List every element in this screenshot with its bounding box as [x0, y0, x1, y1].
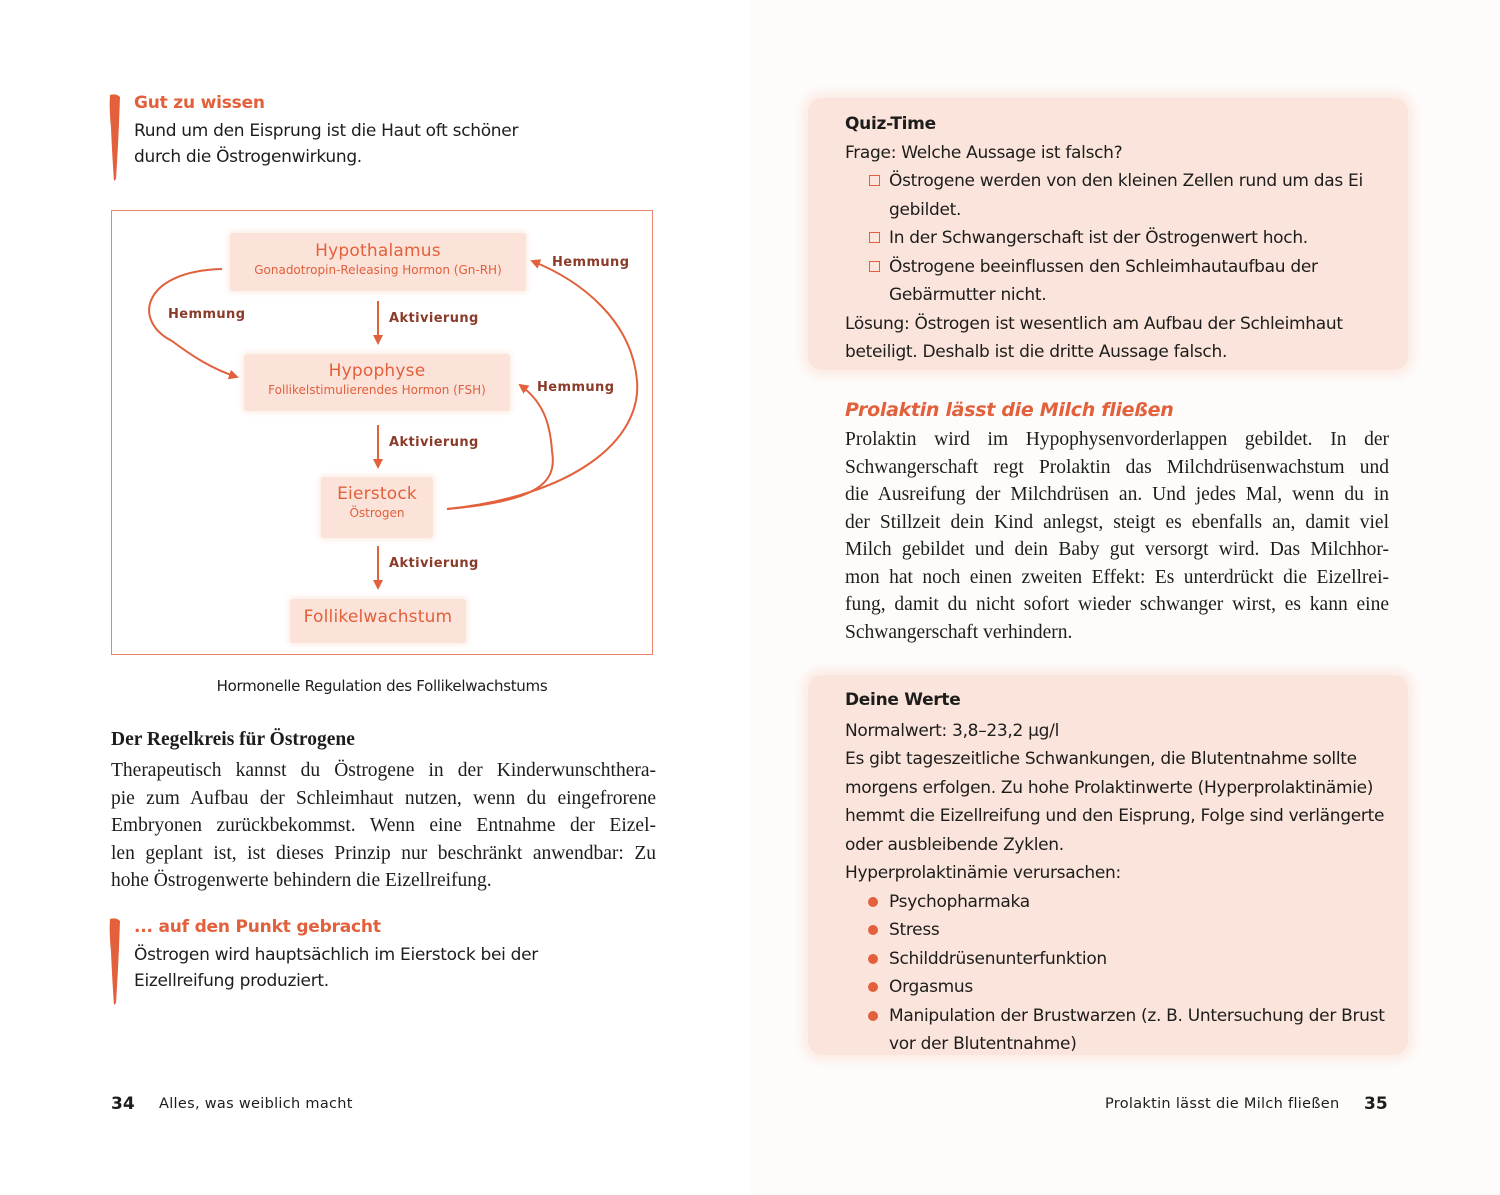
section-heading-prolactin: Prolaktin lässt die Milch fließen [845, 399, 1174, 421]
cause-line: Stress [889, 920, 940, 940]
paragraph-line: mon hat noch einen zweiten Effekt: Es unterdrückt die Eizellrei- [845, 566, 1389, 588]
quiz-solution [845, 310, 1390, 367]
tip-title: Gut zu wissen [134, 93, 265, 113]
label-inhibition-left: Hemmung [168, 307, 246, 322]
paragraph-line: Schwangerschaft regt Prolaktin das Milchdrüsenwachstum und [845, 456, 1389, 478]
tip-line: Eizellreifung produziert. [134, 971, 329, 991]
label-activation-1: Aktivierung [389, 311, 479, 326]
node-subtitle: Follikelstimulierendes Hormon (FSH) [268, 383, 486, 397]
causes-intro: Hyperprolaktinämie verursachen: [845, 863, 1121, 883]
values-box [845, 686, 1390, 1059]
bullet-dot-icon [868, 897, 878, 907]
paragraph-line: Prolaktin wird im Hypophysenvorderlappen gebildet. In der [845, 429, 1389, 450]
hormone-regulation-diagram [111, 210, 653, 655]
bullet-dot-icon [868, 954, 878, 964]
values-text-line: morgens erfolgen. Zu hohe Prolaktinwerte (Hyperprolaktinämie) [845, 777, 1374, 798]
values-text-line: oder ausbleibende Zyklen. [845, 834, 1064, 855]
cause-line: Orgasmus [889, 977, 973, 997]
cause-item [845, 888, 1390, 917]
brush-stroke-icon [107, 93, 123, 183]
node-title: Eierstock [337, 484, 417, 504]
running-title-left: Alles, was weiblich macht [159, 1096, 353, 1112]
bullet-dot-icon [868, 925, 878, 935]
cause-item [845, 973, 1390, 1002]
tip-line: Rund um den Eisprung ist die Haut oft schöner [134, 121, 519, 141]
paragraph-line: der Stillzeit dein Kind anlegst, steigt es ebenfalls an, damit viel [845, 511, 1389, 533]
paragraph-line: Schwangerschaft verhindern. [845, 621, 1073, 643]
node-subtitle: Gonadotropin-Releasing Hormon (Gn-RH) [254, 263, 502, 277]
paragraph-line: die Ausreifung der Milchdrüsen an. Und jedes Mal, wenn du in [845, 484, 1389, 505]
values-text-line: hemmt die Eizellreifung und den Eisprung, Folge sind verlängerte [845, 806, 1385, 826]
paragraph-line: Embryonen zurückbekommst. Wenn eine Entnahme der Eizel- [111, 815, 656, 836]
tip-summary [107, 917, 547, 1007]
quiz-question: Frage: Welche Aussage ist falsch? [845, 142, 1123, 163]
section-heading-estrogen: Der Regelkreis für Östrogene [111, 729, 355, 750]
quiz-box [845, 110, 1390, 367]
values-text-line: Es gibt tageszeitliche Schwankungen, die Blutentnahme sollte [845, 749, 1357, 769]
paragraph-line: pie zum Aufbau der Schleimhaut nutzen, wenn du eingefrorene [111, 787, 656, 809]
label-inhibition-right-top: Hemmung [552, 255, 630, 270]
page-number-right: 35 [1364, 1094, 1388, 1114]
bullet-dot-icon [868, 1011, 878, 1021]
normal-value: Normalwert: 3,8–23,2 µg/l [845, 720, 1060, 741]
tip-good-to-know [107, 93, 547, 183]
node-eierstock [321, 477, 433, 538]
cause-line: Psychopharmaka [889, 891, 1030, 912]
option-line: In der Schwangerschaft ist der Östrogenwert hoch. [889, 228, 1308, 248]
option-line: Gebärmutter nicht. [889, 285, 1047, 305]
label-activation-2: Aktivierung [389, 435, 479, 450]
quiz-option[interactable] [845, 167, 1390, 224]
cause-line: vor der Blutentnahme) [889, 1034, 1077, 1054]
node-title: Hypophyse [328, 361, 426, 381]
tip-title: ... auf den Punkt gebracht [134, 917, 381, 937]
bullet-dot-icon [868, 982, 878, 992]
tip-line: Östrogen wird hauptsächlich im Eierstock bei der [134, 945, 538, 965]
tip-body [134, 942, 554, 994]
inhibition-arrow-left [149, 269, 237, 377]
tip-body [134, 118, 554, 170]
node-title: Hypothalamus [315, 241, 441, 261]
label-inhibition-right-mid: Hemmung [537, 380, 615, 395]
option-line: Östrogene werden von den kleinen Zellen rund um das Ei [889, 171, 1363, 191]
checkbox-icon[interactable] [869, 261, 880, 272]
page-number-left: 34 [111, 1094, 135, 1114]
solution-line: Lösung: Östrogen ist wesentlich am Aufbau der Schleimhaut [845, 313, 1343, 334]
checkbox-icon[interactable] [869, 175, 880, 186]
paragraph-line: Therapeutisch kannst du Östrogene in der Kinderwunschthera- [111, 760, 656, 781]
node-hypothalamus [230, 233, 526, 291]
section-paragraph-estrogen [111, 757, 656, 895]
paragraph-line: hohe Östrogenwerte behindern die Eizellreifung. [111, 870, 492, 891]
cause-item [845, 916, 1390, 945]
cause-line: Manipulation der Brustwarzen (z. B. Untersuchung der Brust [889, 1005, 1385, 1026]
option-line: gebildet. [889, 199, 962, 220]
quiz-option[interactable] [845, 224, 1390, 253]
running-title-right: Prolaktin lässt die Milch fließen [1105, 1096, 1340, 1112]
cause-item [845, 945, 1390, 974]
solution-line: beteiligt. Deshalb ist die dritte Aussage falsch. [845, 342, 1228, 362]
node-follikelwachstum [290, 599, 466, 643]
checkbox-icon[interactable] [869, 232, 880, 243]
node-title: Follikelwachstum [303, 607, 453, 627]
diagram-caption: Hormonelle Regulation des Follikelwachstums [216, 677, 548, 695]
option-line: Östrogene beeinflussen den Schleimhautaufbau der [889, 256, 1318, 277]
node-hypophyse [244, 354, 510, 411]
label-activation-3: Aktivierung [389, 556, 479, 571]
node-subtitle: Östrogen [349, 506, 405, 520]
cause-item [845, 1002, 1390, 1059]
brush-stroke-icon [107, 917, 123, 1007]
quiz-title: Quiz-Time [845, 114, 936, 134]
section-paragraph-prolactin [845, 426, 1389, 646]
values-title: Deine Werte [845, 690, 961, 710]
tip-line: durch die Östrogenwirkung. [134, 147, 362, 167]
cause-line: Schilddrüsenunterfunktion [889, 948, 1107, 969]
paragraph-line: fung, damit du nicht sofort wieder schwanger wirst, es kann eine [845, 594, 1389, 615]
paragraph-line: len geplant ist, ist dieses Prinzip nur beschränkt anwendbar: Zu [111, 842, 656, 864]
quiz-option[interactable] [845, 253, 1390, 310]
paragraph-line: Milch gebildet und dein Baby gut versorgt wird. Das Milchhor- [845, 539, 1389, 560]
